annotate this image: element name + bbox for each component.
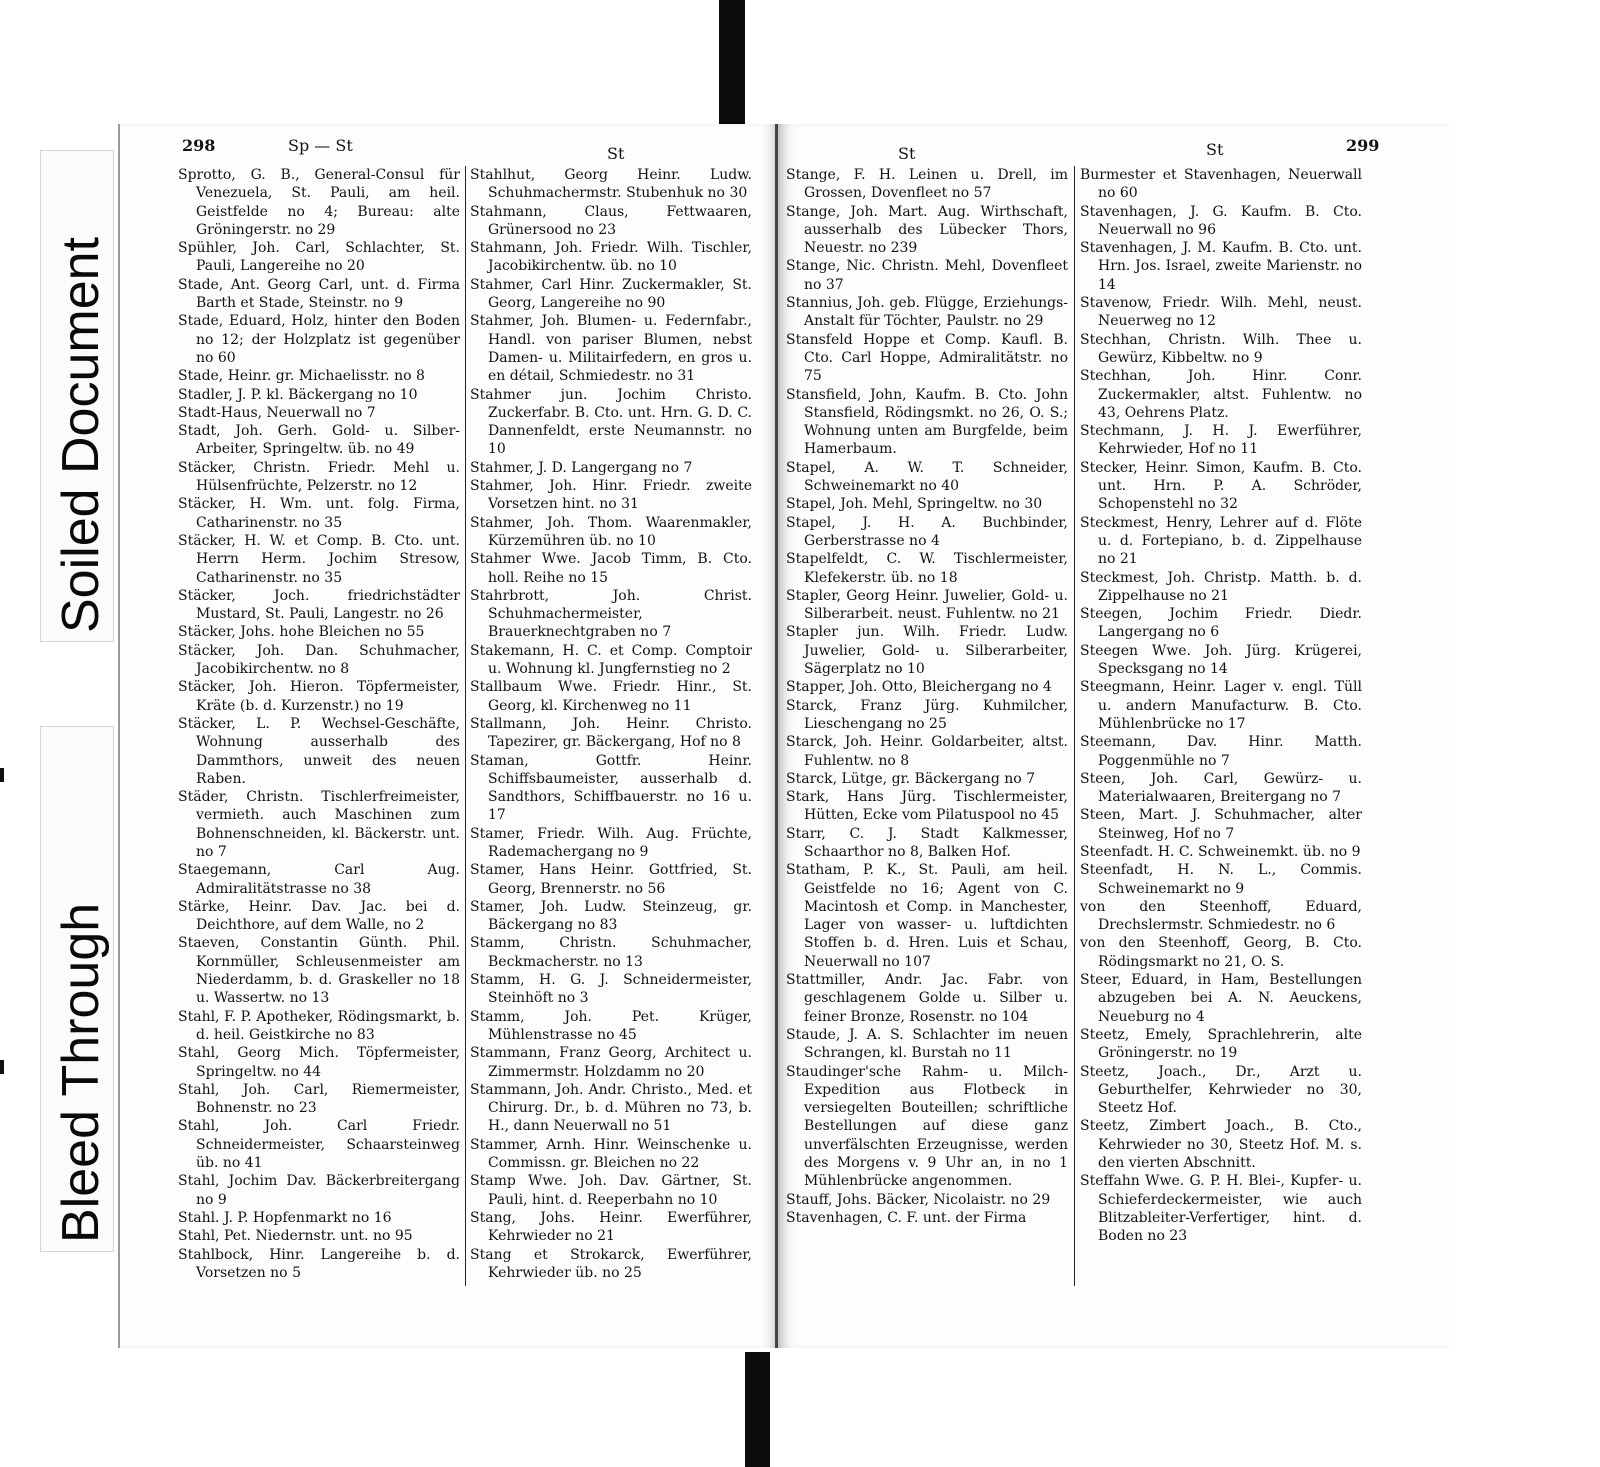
right-page-column-2 — [1080, 166, 1362, 1246]
directory-entry: Stakemann, H. C. et Comp. Comptoir u. Wohnung kl. Jungfernstieg no 2 — [470, 642, 752, 678]
running-head-sp-st: Sp — St — [288, 136, 353, 155]
directory-entry: Stavenhagen, C. F. unt. der Firma — [786, 1209, 1027, 1226]
directory-entry: Stahlbock, Hinr. Langereihe b. d. Vorsetzen no 5 — [178, 1246, 460, 1281]
directory-entry: von den Steenhoff, Eduard, Drechslermstr. Schmiedestr. no 6 — [1080, 898, 1362, 934]
directory-entry: Stattmiller, Andr. Jac. Fabr. von geschlagenem Golde u. Silber u. feiner Bronze, Rosenstr. no 104 — [786, 972, 1068, 1025]
directory-entry: Stecker, Heinr. Simon, Kaufm. B. Cto. unt. Hrn. P. A. Schröder, Schopenstehl no 32 — [1080, 459, 1362, 513]
directory-entry: Steetz, Zimbert Joach., B. Cto., Kehrwieder no 30, Steetz Hof. M. s. den vierten Abschnitt. — [1080, 1118, 1362, 1172]
directory-entry: Steegen Wwe. Joh. Jürg. Krügerei, Specksgang no 14 — [1080, 642, 1362, 678]
directory-entry: Steer, Eduard, in Ham, Bestellungen abzugeben bei A. N. Aeuckens, Neueburg no 4 — [1080, 972, 1362, 1025]
directory-entry: Stäcker, Christn. Friedr. Mehl u. Hülsenfrüchte, Pelzerstr. no 12 — [178, 459, 460, 495]
directory-entry: Staudinger'sche Rahm- u. Milch-Expedition aus Flotbeck in versiegelten Bouteillen; schriftliche Bestellungen auf diese ganz unverfälschten Erzeugnisse, werden des Morgens v. 9 Uhr an, in no 1 Mühlenbrücke angenommen. — [786, 1063, 1068, 1190]
directory-entry: Stahmer, Carl Hinr. Zuckermakler, St. Georg, Langereihe no 90 — [470, 276, 752, 312]
directory-entry: von den Steenhoff, Georg, B. Cto. Rödingsmarkt no 21, O. S. — [1080, 935, 1362, 970]
directory-entry: Staegemann, Carl Aug. Admiralitätstrasse no 38 — [178, 862, 460, 897]
directory-entry: Stärke, Heinr. Dav. Jac. bei d. Deichthore, auf dem Walle, no 2 — [178, 898, 460, 934]
directory-entry: Stahl, Joh. Carl, Riemermeister, Bohnenstr. no 23 — [178, 1081, 460, 1117]
directory-entry: Stange, F. H. Leinen u. Drell, im Grossen, Dovenfleet no 57 — [786, 167, 1068, 202]
directory-entry: Stäcker, Joch. friedrichstädter Mustard, St. Pauli, Langestr. no 26 — [178, 587, 460, 623]
directory-entry: Stamp Wwe. Joh. Dav. Gärtner, St. Pauli, hint. d. Reeperbahn no 10 — [470, 1173, 752, 1208]
column-rule — [465, 166, 466, 1286]
directory-entry: Stahl, Georg Mich. Töpfermeister, Springeltw. no 44 — [178, 1045, 460, 1080]
directory-entry: Stahl, Pet. Niedernstr. unt. no 95 — [178, 1228, 413, 1245]
column-rule — [1074, 166, 1075, 1286]
left-page-column-2 — [470, 166, 752, 1282]
directory-entry: Stallmann, Joh. Heinr. Christo. Tapezirer, gr. Bäckergang, Hof no 8 — [470, 715, 752, 751]
directory-entry: Stechmann, J. H. J. Ewerführer, Kehrwieder, Hof no 11 — [1080, 423, 1362, 458]
directory-entry: Stammer, Arnh. Hinr. Weinschenke u. Commissn. gr. Bleichen no 22 — [470, 1136, 752, 1172]
directory-entry: Stäcker, L. P. Wechsel-Geschäfte, Wohnung ausserhalb des Dammthors, unweit des neuen Raben. — [178, 715, 460, 787]
directory-entry: Stavenhagen, J. M. Kaufm. B. Cto. unt. Hrn. Jos. Israel, zweite Marienstr. no 14 — [1080, 240, 1362, 293]
directory-entry: Statham, P. K., St. Pauli, am heil. Geistfelde no 16; Agent von C. Macintosh et Comp. in Manchester, Lager von wasser- u. luftdichten Stoffen b. d. Hren. Luis et Schau, Neuerwall no 107 — [786, 862, 1068, 970]
directory-entry: Stammann, Joh. Andr. Christo., Med. et Chirurg. Dr., b. d. Mühren no 73, b. H., dann Neuerwall no 51 — [470, 1081, 752, 1135]
directory-entry: Stannius, Joh. geb. Flügge, Erziehungs-Anstalt für Töchter, Paulstr. no 29 — [786, 295, 1068, 330]
running-head-st: St — [607, 144, 625, 163]
directory-entry: Stäcker, Joh. Hieron. Töpfermeister, Kräte (b. d. Kurzenstr.) no 19 — [178, 679, 460, 714]
directory-entry: Stadt, Joh. Gerh. Gold- u. Silber-Arbeiter, Springeltw. üb. no 49 — [178, 423, 460, 458]
directory-entry: Stahl. J. P. Hopfenmarkt no 16 — [178, 1209, 392, 1226]
scan-edge-mark — [0, 1060, 4, 1074]
book-gutter-shadow-bottom — [745, 1352, 770, 1467]
page-number-299: 299 — [1346, 136, 1380, 155]
left-page-column-1 — [178, 166, 460, 1282]
directory-entry: Starck, Joh. Heinr. Goldarbeiter, altst. Fuhlentw. no 8 — [786, 734, 1068, 769]
directory-entry: Stahmer, Joh. Hinr. Friedr. zweite Vorsetzen hint. no 31 — [470, 478, 752, 513]
directory-entry: Stallbaum Wwe. Friedr. Hinr., St. Georg, kl. Kirchenweg no 11 — [470, 679, 752, 714]
directory-entry: Steckmest, Henry, Lehrer auf d. Flöte u. d. Fortepiano, b. d. Zippelhause no 21 — [1080, 514, 1362, 568]
directory-entry: Spühler, Joh. Carl, Schlachter, St. Pauli, Langereihe no 20 — [178, 240, 460, 275]
directory-entry: Stamm, H. G. J. Schneidermeister, Steinhöft no 3 — [470, 972, 752, 1007]
directory-entry: Steen, Mart. J. Schuhmacher, alter Steinweg, Hof no 7 — [1080, 807, 1362, 842]
directory-entry: Stapper, Joh. Otto, Bleichergang no 4 — [786, 679, 1052, 696]
directory-entry: Stäcker, Joh. Dan. Schuhmacher, Jacobikirchentw. no 8 — [178, 642, 460, 678]
directory-entry: Stechhan, Christn. Wilh. Thee u. Gewürz, Kibbeltw. no 9 — [1080, 331, 1362, 366]
directory-entry: Stapel, J. H. A. Buchbinder, Gerberstrasse no 4 — [786, 514, 1068, 549]
directory-entry: Steetz, Emely, Sprachlehrerin, alte Gröningerstr. no 19 — [1080, 1026, 1362, 1062]
directory-entry: Stang et Strokarck, Ewerführer, Kehrwieder üb. no 25 — [470, 1246, 752, 1281]
directory-entry: Sprotto, G. B., General-Consul für Venezuela, St. Pauli, am heil. Geistfelde no 4; Bureau: alte Gröningerstr. no 29 — [178, 167, 460, 238]
left-page — [118, 124, 777, 1348]
scan-edge-mark — [0, 768, 4, 782]
right-page-column-1 — [786, 166, 1068, 1227]
soiled-document-label-tab — [40, 150, 114, 642]
directory-entry: Steetz, Joach., Dr., Arzt u. Geburthelfer, Kehrwieder no 30, Steetz Hof. — [1080, 1063, 1362, 1117]
directory-entry: Starck, Lütge, gr. Bäckergang no 7 — [786, 770, 1036, 787]
directory-entry: Stapel, Joh. Mehl, Springeltw. no 30 — [786, 496, 1043, 513]
directory-entry: Stauff, Johs. Bäcker, Nicolaistr. no 29 — [786, 1191, 1051, 1208]
soiled-document-label: Soiled Document — [52, 237, 110, 633]
directory-entry: Stahmer jun. Jochim Christo. Zuckerfabr. B. Cto. unt. Hrn. G. D. C. Dannenfeldt, erste Neumannstr. no 10 — [470, 386, 752, 458]
bleed-through-label: Bleed Through — [52, 902, 110, 1243]
directory-entry: Stahrbrott, Joh. Christ. Schuhmachermeister, Brauerknechtgraben no 7 — [470, 587, 752, 641]
directory-entry: Steegen, Jochim Friedr. Diedr. Langergang no 6 — [1080, 606, 1362, 641]
directory-entry: Stechhan, Joh. Hinr. Conr. Zuckermakler, altst. Fuhlentw. no 43, Oehrens Platz. — [1080, 368, 1362, 421]
directory-entry: Stange, Joh. Mart. Aug. Wirthschaft, ausserhalb des Lübecker Thors, Neuestr. no 239 — [786, 203, 1068, 257]
directory-entry: Stamer, Friedr. Wilh. Aug. Früchte, Rademachergang no 9 — [470, 825, 752, 860]
directory-entry: Steemann, Dav. Hinr. Matth. Poggenmühle no 7 — [1080, 734, 1362, 769]
directory-entry: Burmester et Stavenhagen, Neuerwall no 60 — [1080, 167, 1362, 202]
directory-entry: Stang, Johs. Heinr. Ewerführer, Kehrwieder no 21 — [470, 1209, 752, 1245]
directory-entry: Stapelfeldt, C. W. Tischlermeister, Klefekerstr. üb. no 18 — [786, 551, 1068, 586]
directory-entry: Steen, Joh. Carl, Gewürz- u. Materialwaaren, Breitergang no 7 — [1080, 770, 1362, 806]
directory-entry: Stadler, J. P. kl. Bäckergang no 10 — [178, 386, 418, 403]
directory-entry: Stahl, F. P. Apotheker, Rödingsmarkt, b. d. heil. Geistkirche no 83 — [178, 1008, 460, 1043]
right-page — [775, 124, 1449, 1348]
directory-entry: Staman, Gottfr. Heinr. Schiffsbaumeister, ausserhalb d. Sandthors, Schiffbauerstr. no 16 u. 17 — [470, 752, 752, 824]
directory-entry: Starr, C. J. Stadt Kalkmesser, Schaarthor no 8, Balken Hof. — [786, 825, 1068, 860]
directory-entry: Stade, Heinr. gr. Michaelisstr. no 8 — [178, 368, 425, 385]
directory-entry: Stahl, Joh. Carl Friedr. Schneidermeister, Schaarsteinweg üb. no 41 — [178, 1118, 460, 1172]
directory-entry: Stäcker, H. Wm. unt. folg. Firma, Catharinenstr. no 35 — [178, 496, 460, 531]
directory-entry: Stange, Nic. Christn. Mehl, Dovenfleet no 37 — [786, 258, 1068, 293]
running-head-st: St — [1206, 140, 1224, 159]
directory-entry: Stamer, Joh. Ludw. Steinzeug, gr. Bäckergang no 83 — [470, 898, 752, 934]
directory-entry: Stahl, Jochim Dav. Bäckerbreitergang no 9 — [178, 1173, 460, 1208]
directory-entry: Staeven, Constantin Günth. Phil. Kornmüller, Schleusenmeister am Niederdamm, b. d. Graskeller no 18 u. Wassertw. no 13 — [178, 935, 460, 1007]
directory-entry: Stamer, Hans Heinr. Gottfried, St. Georg, Brennerstr. no 56 — [470, 862, 752, 897]
directory-entry: Stahlhut, Georg Heinr. Ludw. Schuhmachermstr. Stubenhuk no 30 — [470, 167, 752, 202]
bleed-through-label-tab — [40, 726, 114, 1252]
directory-entry: Stahmer, J. D. Langergang no 7 — [470, 459, 693, 476]
page-number-298: 298 — [182, 136, 216, 155]
directory-entry: Stapel, A. W. T. Schneider, Schweinemarkt no 40 — [786, 459, 1068, 495]
directory-entry: Steckmest, Joh. Christp. Matth. b. d. Zippelhause no 21 — [1080, 569, 1362, 604]
directory-entry: Starck, Franz Jürg. Kuhmilcher, Lieschengang no 25 — [786, 697, 1068, 732]
directory-entry: Stadt-Haus, Neuerwall no 7 — [178, 404, 376, 421]
directory-entry: Steenfadt. H. C. Schweinemkt. üb. no 9 — [1080, 843, 1361, 860]
directory-entry: Stapler jun. Wilh. Friedr. Ludw. Juwelier, Gold- u. Silberarbeiter, Sägerplatz no 10 — [786, 624, 1068, 678]
directory-entry: Stahmer, Joh. Thom. Waarenmakler, Kürzemühren üb. no 10 — [470, 514, 752, 549]
directory-entry: Stansfeld Hoppe et Comp. Kaufl. B. Cto. Carl Hoppe, Admiralitätstr. no 75 — [786, 331, 1068, 385]
directory-entry: Stahmann, Joh. Friedr. Wilh. Tischler, Jacobikirchentw. üb. no 10 — [470, 240, 752, 275]
directory-entry: Stammann, Franz Georg, Architect u. Zimmermstr. Holzdamm no 20 — [470, 1045, 752, 1080]
directory-entry: Steenfadt, H. N. L., Commis. Schweinemarkt no 9 — [1080, 862, 1362, 897]
directory-entry: Stavenhagen, J. G. Kaufm. B. Cto. Neuerwall no 96 — [1080, 203, 1362, 238]
running-head-st: St — [898, 144, 916, 163]
directory-entry: Stahmer Wwe. Jacob Timm, B. Cto. holl. Reihe no 15 — [470, 551, 752, 586]
directory-entry: Stahmer, Joh. Blumen- u. Federnfabr., Handl. von pariser Blumen, nebst Damen- u. Militairfedern, en gros u. en détail, Schmiedestr. no 31 — [470, 313, 752, 385]
directory-entry: Steffahn Wwe. G. P. H. Blei-, Kupfer- u. Schieferdeckermeister, wie auch Blitzableiter-Verfertiger, hint. d. Boden no 23 — [1080, 1173, 1362, 1245]
directory-entry: Städer, Christn. Tischlerfreimeister, vermieth. auch Maschinen zum Bohnenschneiden, kl. Bäckerstr. unt. no 7 — [178, 789, 460, 860]
directory-entry: Steegmann, Heinr. Lager v. engl. Tüll u. andern Manufacturw. B. Cto. Mühlenbrücke no 17 — [1080, 679, 1362, 732]
directory-entry: Stavenow, Friedr. Wilh. Mehl, neust. Neuerweg no 12 — [1080, 295, 1362, 330]
directory-entry: Stamm, Joh. Pet. Krüger, Mühlenstrasse no 45 — [470, 1008, 752, 1043]
directory-entry: Stade, Ant. Georg Carl, unt. d. Firma Barth et Stade, Steinstr. no 9 — [178, 276, 460, 312]
directory-entry: Stade, Eduard, Holz, hinter den Boden no 12; der Holzplatz ist gegenüber no 60 — [178, 313, 460, 366]
directory-entry: Stapler, Georg Heinr. Juwelier, Gold- u. Silberarbeit. neust. Fuhlentw. no 21 — [786, 587, 1068, 623]
directory-entry: Staude, J. A. S. Schlachter im neuen Schrangen, kl. Burstah no 11 — [786, 1026, 1068, 1062]
directory-entry: Stäcker, Johs. hohe Bleichen no 55 — [178, 624, 425, 641]
directory-entry: Stark, Hans Jürg. Tischlermeister, Hütten, Ecke vom Pilatuspool no 45 — [786, 789, 1068, 824]
directory-entry: Stansfield, John, Kaufm. B. Cto. John Stansfield, Rödingsmkt. no 26, O. S.; Wohnung unten am Burgfelde, beim Hamerbaum. — [786, 386, 1068, 458]
directory-entry: Stäcker, H. W. et Comp. B. Cto. unt. Herrn Herm. Jochim Stresow, Catharinenstr. no 35 — [178, 532, 460, 586]
directory-entry: Stamm, Christn. Schuhmacher, Beckmacherstr. no 13 — [470, 935, 752, 970]
book-gutter-shadow-top — [719, 0, 745, 125]
directory-entry: Stahmann, Claus, Fettwaaren, Grünersood no 23 — [470, 203, 752, 238]
